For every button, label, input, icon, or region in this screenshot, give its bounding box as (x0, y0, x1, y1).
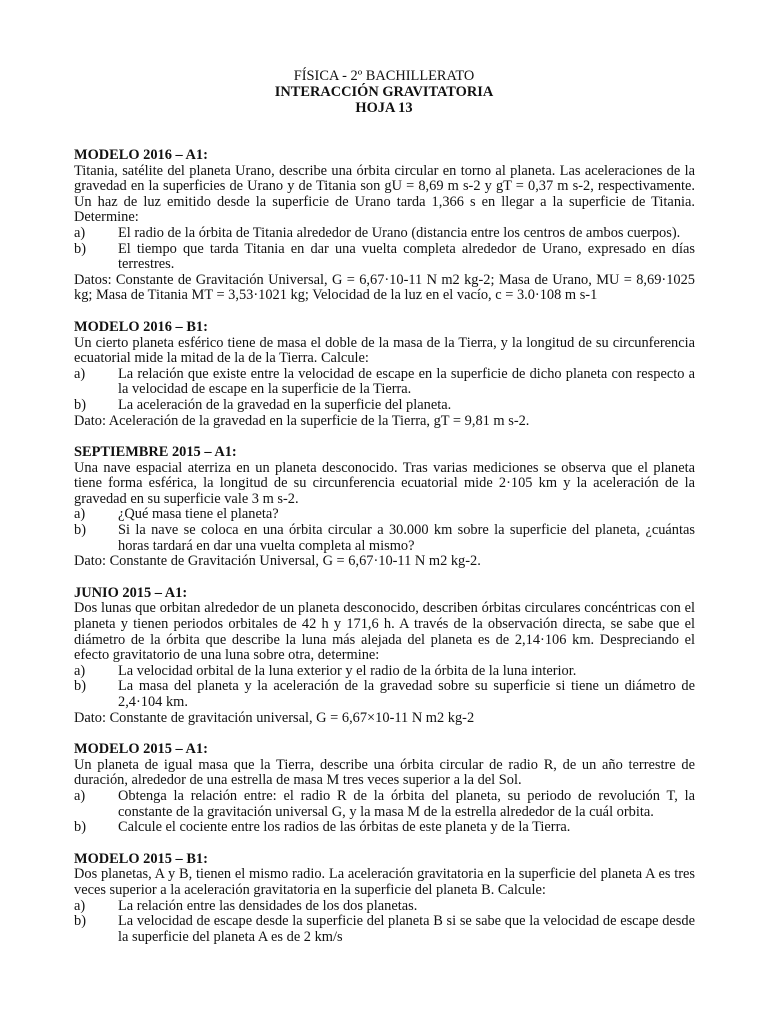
sub-question-text: Calcule el cociente entre los radios de las órbitas de este planeta y de la Tierra. (118, 819, 571, 836)
sub-question (74, 679, 695, 710)
sub-question-label: b) (74, 522, 86, 539)
section-title: MODELO 2015 – B1: (74, 850, 208, 867)
problem-section (74, 742, 695, 836)
sub-question-text: La aceleración de la gravedad en la superficie del planeta. (118, 396, 452, 413)
sheet-number: HOJA 13 (355, 100, 413, 116)
sub-question (74, 899, 695, 915)
problem-statement: Un cierto planeta esférico tiene de masa el doble de la masa de la Tierra, y la longitud de su circunferencia ecuatorial mide la mitad de la de la Tierra. Calcule: (74, 334, 695, 367)
sub-question-label: b) (74, 913, 86, 930)
sub-question-label: b) (74, 240, 86, 257)
document-header (0, 68, 768, 116)
sub-question-label: b) (74, 678, 86, 695)
sub-question (74, 523, 695, 554)
problem-data: Datos: Constante de Gravitación Universal, G = 6,67·10-11 N m2 kg-2; Masa de Urano, MU = 8,69·1025 kg; Masa de Titania MT = 3,53·1021 kg; Velocidad de la luz en el vacío, c = 3.0·108 m s-1 (74, 271, 695, 304)
section-title: SEPTIEMBRE 2015 – A1: (74, 444, 237, 461)
sub-question-label: b) (74, 819, 86, 836)
section-title: JUNIO 2015 – A1: (74, 584, 188, 601)
sub-question-label: a) (74, 787, 86, 804)
problem-statement: Dos lunas que orbitan alrededor de un planeta desconocido, describen órbitas circulares concéntricas con el planeta y tienen periodos orbitales de 42 h y 171,6 h. A través de la observación directa, se sabe que el diámetro de la órbita que describe la luna más alejada del planeta es de 2,14·106 km. Despreciando el efecto gravitatorio de una luna sobre otra, determine: (74, 600, 695, 664)
sub-question (74, 664, 695, 680)
sub-question-label: b) (74, 396, 86, 413)
topic-title: INTERACCIÓN GRAVITATORIA (274, 84, 494, 100)
problem-section (74, 586, 695, 726)
sub-question (74, 507, 695, 523)
sub-question-label: a) (74, 506, 86, 523)
sub-question-text: El tiempo que tarda Titania en dar una vuelta completa alrededor de Urano, expresado en días terrestres. (118, 240, 695, 273)
sub-question (74, 914, 695, 945)
sub-question-text: La relación que existe entre la velocidad de escape en la superficie de dicho planeta con respecto a la velocidad de escape en la superficie de la Tierra. (118, 365, 695, 398)
problem-section (74, 445, 695, 570)
sub-question-text: Si la nave se coloca en una órbita circular a 30.000 km sobre la superficie del planeta, ¿cuántas horas tardará en dar una vuelta completa al mismo? (118, 522, 695, 554)
sub-question-label: a) (74, 897, 86, 914)
problem-statement: Una nave espacial aterriza en un planeta desconocido. Tras varias mediciones se observa que el planeta tiene forma esférica, la longitud de su circunferencia ecuatorial mide 2·105 km y la aceleración de la gravedad en su superficie vale 3 m s-2. (74, 459, 695, 507)
problem-statement: Titania, satélite del planeta Urano, describe una órbita circular en torno al planeta. Las aceleraciones de la gravedad en la superficies de Urano y de Titania son gU = 8,69 m s-2 y gT = 0,37 m s-2, respectivamente. Un haz de luz emitido desde la superficie de Urano tarda 1,366 s en llegar a la superficie de Titania. Determine: (74, 162, 695, 226)
sub-question-text: El radio de la órbita de Titania alrededor de Urano (distancia entre los centros de ambos cuerpos). (118, 224, 681, 241)
problem-data: Dato: Aceleración de la gravedad en la superficie de la Tierra, gT = 9,81 m s-2. (74, 412, 530, 429)
sub-question-label: a) (74, 365, 86, 382)
sub-question (74, 789, 695, 820)
sub-question (74, 226, 695, 242)
problem-section (74, 148, 695, 304)
sub-question-label: a) (74, 224, 86, 241)
sub-question-text: La velocidad orbital de la luna exterior y el radio de la órbita de la luna interior. (118, 662, 577, 679)
sub-question-text: ¿Qué masa tiene el planeta? (118, 506, 279, 523)
sub-question (74, 242, 695, 273)
sub-question-text: Obtenga la relación entre: el radio R de la órbita del planeta, su periodo de revolución T, la constante de la gravitación universal G, y la masa M de la estrella alrededor de la cuál orbita. (118, 787, 695, 820)
sub-question-text: La velocidad de escape desde la superficie del planeta B si se sabe que la velocidad de escape desde la superficie del planeta A es de 2 km/s (118, 913, 695, 945)
sub-question (74, 367, 695, 398)
section-title: MODELO 2016 – B1: (74, 318, 208, 335)
problem-data: Dato: Constante de Gravitación Universal, G = 6,67·10-11 N m2 kg-2. (74, 553, 481, 570)
sub-question (74, 820, 695, 836)
section-title: MODELO 2016 – A1: (74, 147, 208, 163)
problem-section (74, 852, 695, 946)
section-title: MODELO 2015 – A1: (74, 741, 208, 758)
sub-question-label: a) (74, 662, 86, 679)
problems-list (74, 148, 695, 961)
problem-section (74, 320, 695, 429)
sub-question (74, 398, 695, 414)
problem-data: Dato: Constante de gravitación universal, G = 6,67×10-11 N m2 kg-2 (74, 709, 475, 726)
subject-line: FÍSICA - 2º BACHILLERATO (293, 68, 475, 84)
sub-question-text: La relación entre las densidades de los dos planetas. (118, 897, 418, 914)
sub-question-text: La masa del planeta y la aceleración de la gravedad sobre su superficie si tiene un diámetro de 2,4·104 km. (118, 678, 695, 710)
problem-statement: Dos planetas, A y B, tienen el mismo radio. La aceleración gravitatoria en la superficie del planeta A es tres veces superior a la aceleración gravitatoria en la superficie del planeta B. Calcule: (74, 866, 695, 898)
problem-statement: Un planeta de igual masa que la Tierra, describe una órbita circular de radio R, de un año terrestre de duración, alrededor de una estrella de masa M tres veces superior a la del Sol. (74, 756, 695, 789)
